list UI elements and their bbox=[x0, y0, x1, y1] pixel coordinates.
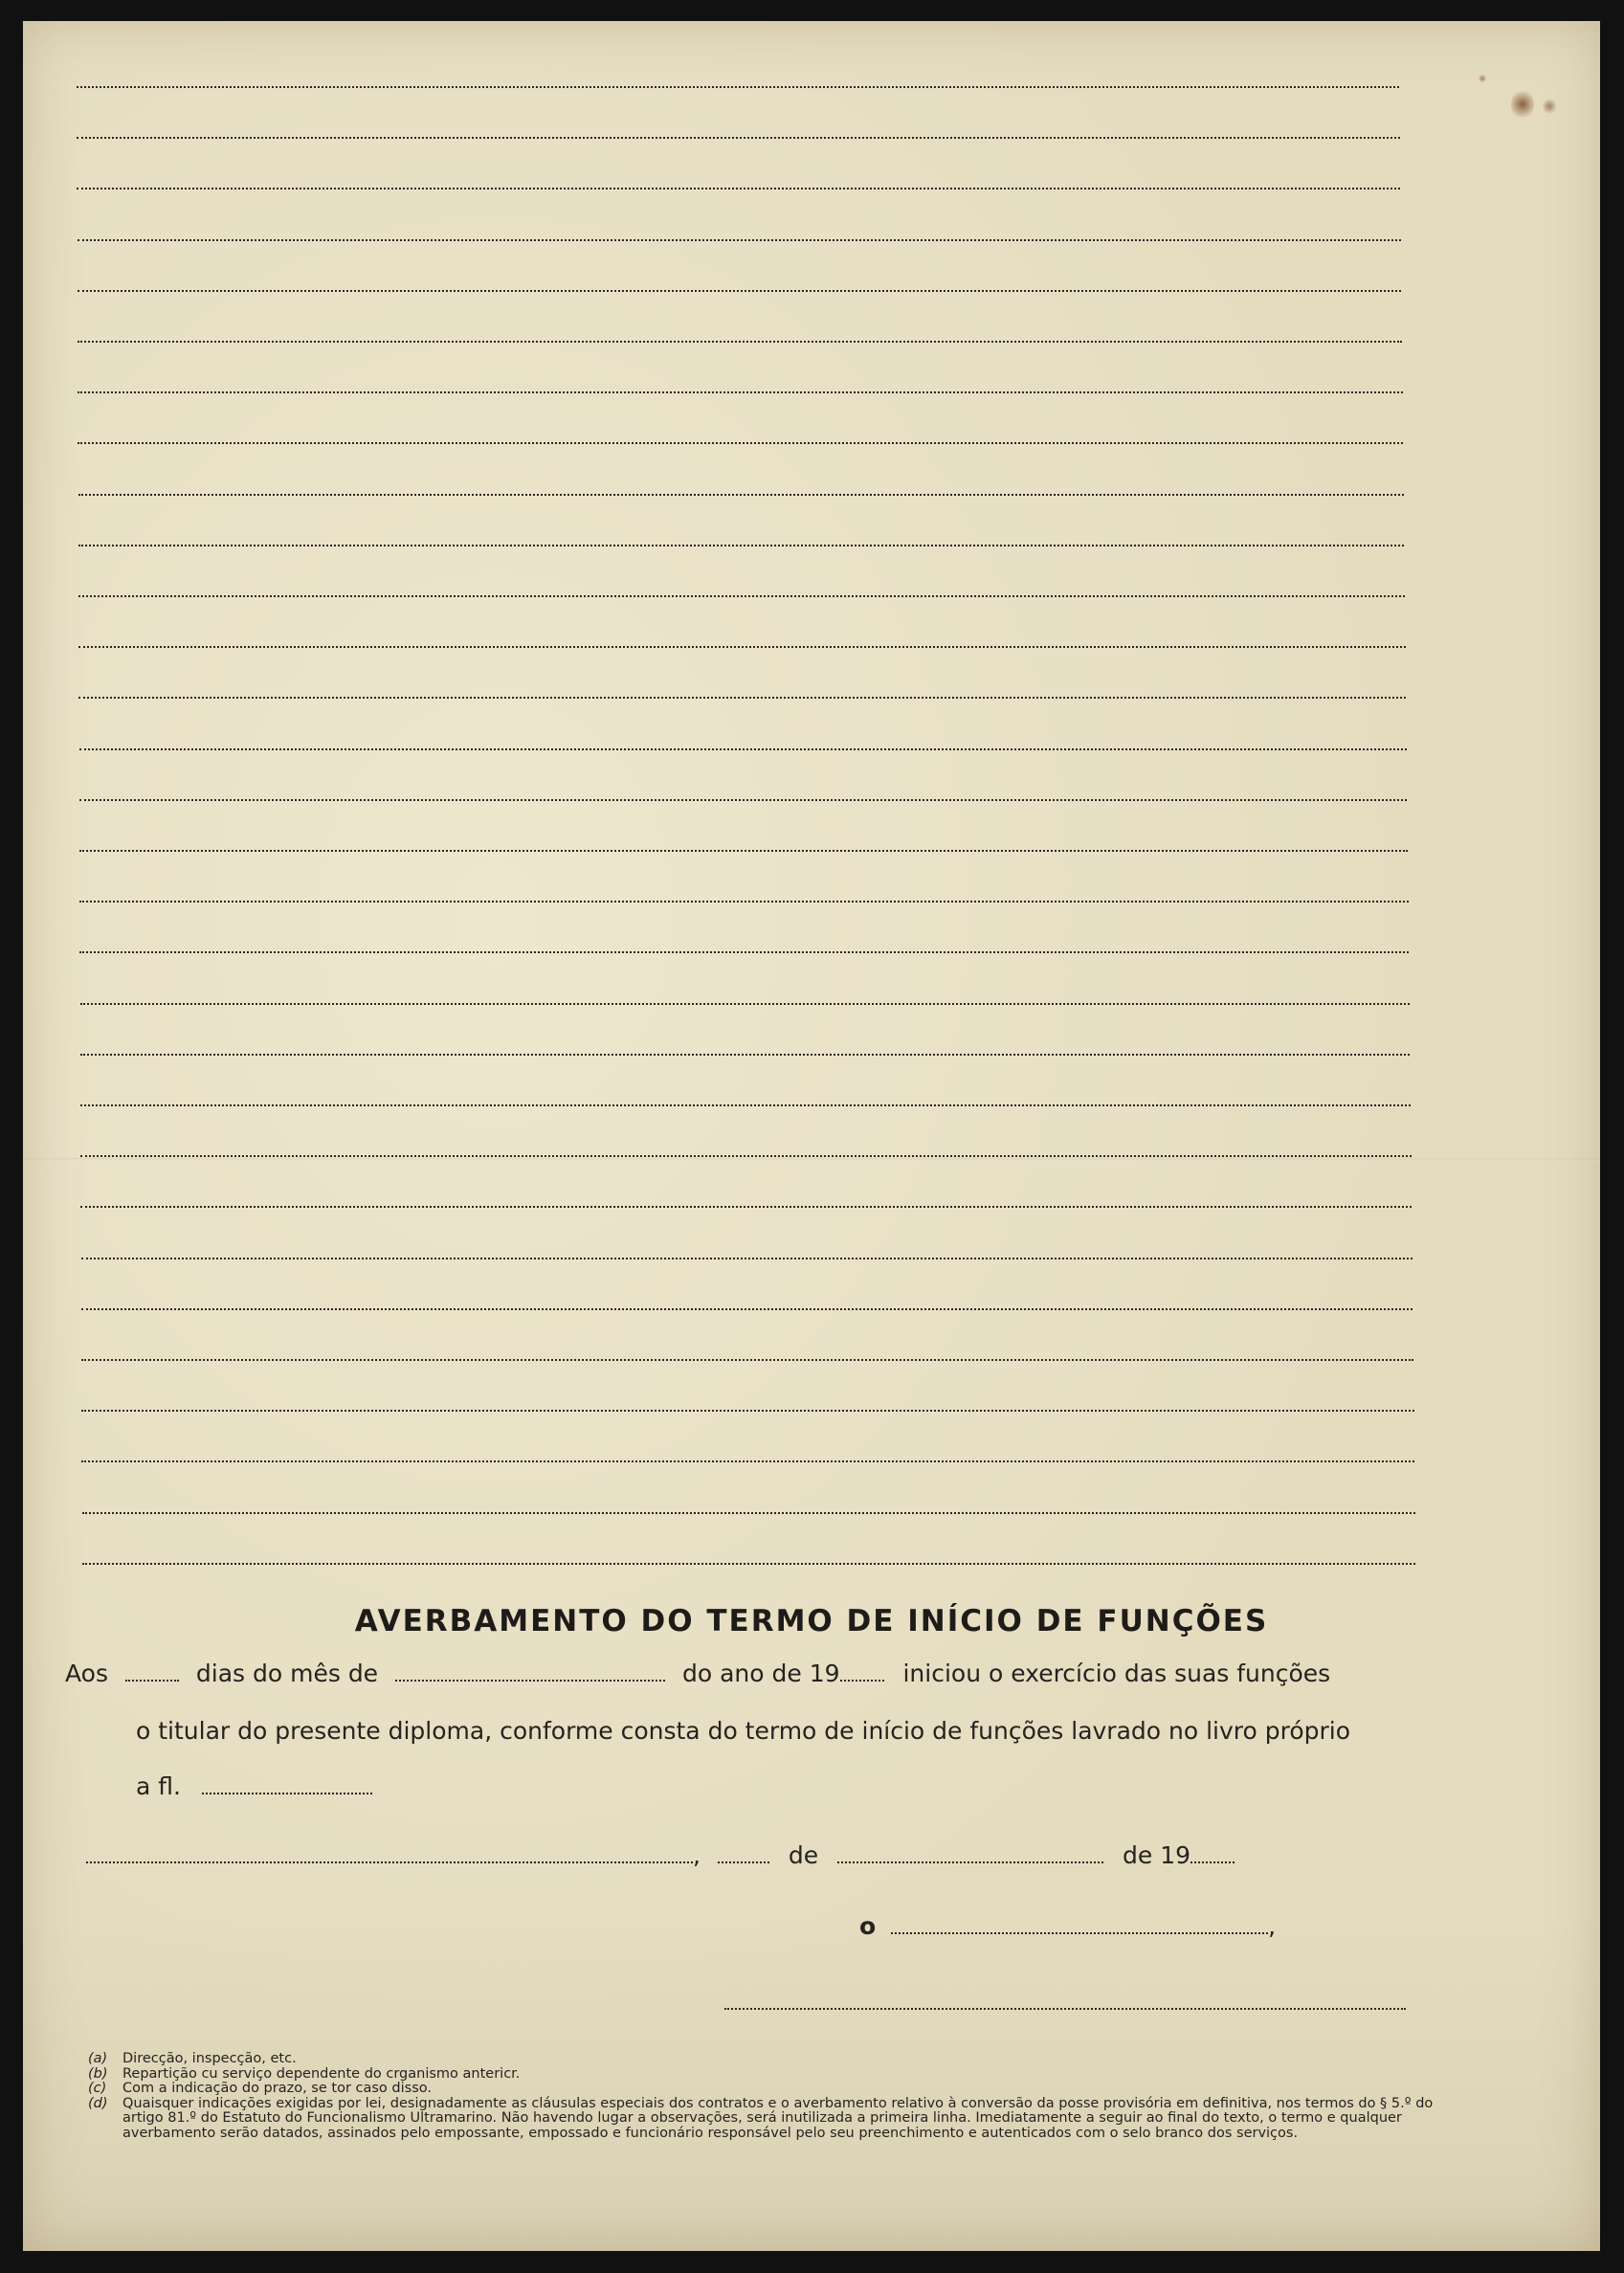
footnote bbox=[88, 2097, 1435, 2142]
observation-line[interactable] bbox=[78, 697, 1406, 699]
signature-field[interactable] bbox=[724, 2008, 1406, 2010]
observation-line[interactable] bbox=[78, 290, 1402, 292]
place-field[interactable] bbox=[86, 1844, 693, 1863]
observation-line[interactable] bbox=[78, 545, 1405, 546]
footnote bbox=[88, 2067, 1435, 2083]
observation-line[interactable] bbox=[81, 1460, 1414, 1462]
year-field[interactable] bbox=[840, 1662, 884, 1682]
observation-line[interactable] bbox=[78, 646, 1405, 648]
signatory-title-field[interactable] bbox=[891, 1915, 1268, 1934]
observation-line[interactable] bbox=[80, 1104, 1411, 1106]
label-dias-do-mes: dias do mês de bbox=[195, 1660, 379, 1687]
observation-line[interactable] bbox=[80, 1155, 1411, 1157]
observation-line[interactable] bbox=[77, 188, 1400, 189]
footnote-key: (a) bbox=[88, 2051, 108, 2066]
observation-line[interactable] bbox=[78, 494, 1404, 496]
footnote bbox=[88, 2052, 1435, 2067]
label-de-19: de 19 bbox=[1123, 1841, 1191, 1869]
footnotes bbox=[88, 2052, 1435, 2141]
date-year-field[interactable] bbox=[1190, 1844, 1235, 1863]
observation-line[interactable] bbox=[81, 1359, 1413, 1361]
label-de: de bbox=[788, 1841, 819, 1869]
footnote-text: Quaisquer indicações exigidas por lei, designadamente as cláusulas especiais dos contratos e o averbamento relativo à conversão da posse provisória em definitiva, nos termos do § 5.º do artigo 81.º do Estatuto do Funcionalismo Ultramarino. Não havendo lugar a observações, será inutilizada a primeira linha. Imediatamente a seguir ao final do texto, o termo e qualquer averbamento serão datados, assinados pelo empossante, empossado e funcionário responsável pelo seu preenchimento e autenticados com o selo branco dos serviços. bbox=[122, 2095, 1434, 2141]
observation-line[interactable] bbox=[80, 1206, 1412, 1208]
day-field[interactable] bbox=[125, 1662, 179, 1682]
start-line-1 bbox=[65, 1660, 1330, 1687]
observation-line[interactable] bbox=[78, 239, 1401, 241]
label-aos: Aos bbox=[65, 1660, 108, 1687]
document-page bbox=[23, 21, 1600, 2251]
observation-line[interactable] bbox=[81, 1258, 1413, 1259]
observation-line[interactable] bbox=[77, 137, 1399, 139]
label-iniciou: iniciou o exercício das suas funções bbox=[902, 1660, 1331, 1687]
label-do-ano: do ano de 19 bbox=[681, 1660, 840, 1687]
observation-line[interactable] bbox=[80, 1003, 1410, 1005]
footnote-key: (c) bbox=[88, 2081, 107, 2096]
observation-line[interactable] bbox=[81, 1410, 1413, 1412]
date-month-field[interactable] bbox=[837, 1844, 1103, 1863]
observation-line[interactable] bbox=[78, 341, 1402, 343]
label-a-fl: a fl. bbox=[136, 1772, 181, 1800]
observation-lines bbox=[23, 21, 1600, 1571]
observation-line[interactable] bbox=[81, 1308, 1413, 1310]
month-field[interactable] bbox=[395, 1662, 665, 1682]
footnote-text: Repartição cu serviço dependente do crganismo antericr. bbox=[122, 2065, 521, 2082]
observation-line[interactable] bbox=[78, 442, 1403, 444]
footnote-text: Com a indicação do prazo, se tor caso disso. bbox=[122, 2081, 432, 2096]
observation-line[interactable] bbox=[78, 595, 1405, 597]
footnote-text: Direcção, inspecção, etc. bbox=[122, 2051, 297, 2066]
date-day-field[interactable] bbox=[718, 1844, 769, 1863]
observation-line[interactable] bbox=[79, 799, 1408, 801]
footnote-key: (d) bbox=[88, 2095, 108, 2111]
observation-line[interactable] bbox=[79, 748, 1407, 750]
label-titular: o titular do presente diploma, conforme consta do termo de início de funções lavrado no livro próprio bbox=[136, 1717, 1351, 1745]
observation-line[interactable] bbox=[80, 1054, 1411, 1056]
signatory-line bbox=[859, 1912, 1276, 1940]
label-comma: , bbox=[1268, 1912, 1277, 1940]
start-line-3 bbox=[136, 1772, 372, 1800]
page-number-field[interactable] bbox=[202, 1775, 372, 1794]
footnote bbox=[88, 2082, 1435, 2097]
section-title: AVERBAMENTO DO TERMO DE INÍCIO DE FUNÇÕES bbox=[354, 1604, 1269, 1638]
label-o: o bbox=[859, 1912, 877, 1940]
footnote-key: (b) bbox=[88, 2065, 108, 2082]
observation-line[interactable] bbox=[82, 1512, 1415, 1514]
observation-line[interactable] bbox=[79, 850, 1408, 852]
observation-line[interactable] bbox=[79, 951, 1409, 953]
observation-line[interactable] bbox=[78, 391, 1402, 393]
observation-line[interactable] bbox=[82, 1563, 1416, 1565]
observation-line[interactable] bbox=[79, 901, 1408, 903]
observation-line[interactable] bbox=[77, 86, 1399, 88]
date-line: , de de 19 bbox=[86, 1841, 1235, 1869]
start-line-2 bbox=[136, 1717, 1350, 1745]
